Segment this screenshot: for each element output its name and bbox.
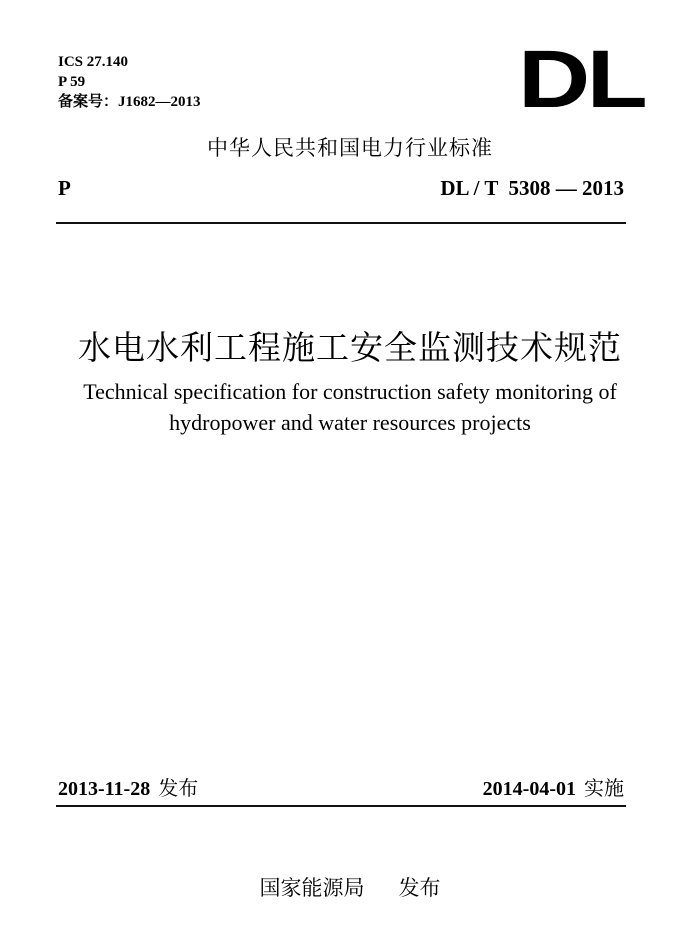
filing-number: 备案号：J1682—2013 <box>58 94 201 110</box>
issuer-label: 发布 <box>398 876 441 900</box>
issue-label: 发布 <box>158 776 199 800</box>
category-letter: P <box>58 176 71 200</box>
ics-code: ICS 27.140 <box>58 54 129 70</box>
title-english <box>0 376 700 438</box>
title-english-line-2: hydropower and water resources projects <box>169 410 531 435</box>
issuer-name: 国家能源局 <box>259 876 365 900</box>
issue-info <box>58 772 198 801</box>
issuer-line <box>0 872 700 902</box>
title-english-line-1: Technical specification for construction safety monitoring of <box>83 379 617 404</box>
standard-code-row <box>58 176 624 201</box>
classification-block <box>58 52 201 112</box>
standard-type-heading: 中华人民共和国电力行业标准 <box>207 136 493 160</box>
effective-label: 实施 <box>584 776 624 800</box>
effective-info <box>483 772 624 801</box>
bottom-divider <box>56 805 626 807</box>
top-divider <box>56 222 626 224</box>
dates-row <box>58 772 624 801</box>
title-chinese: 水电水利工程施工安全监测技术规范 <box>78 328 622 367</box>
issue-date: 2013-11-28 <box>58 778 151 800</box>
standard-code: DL / T 5308 — 2013 <box>440 176 624 200</box>
effective-date: 2014-04-01 <box>482 778 576 800</box>
category-code: P 59 <box>58 74 86 90</box>
dl-logo: DL <box>518 34 645 125</box>
